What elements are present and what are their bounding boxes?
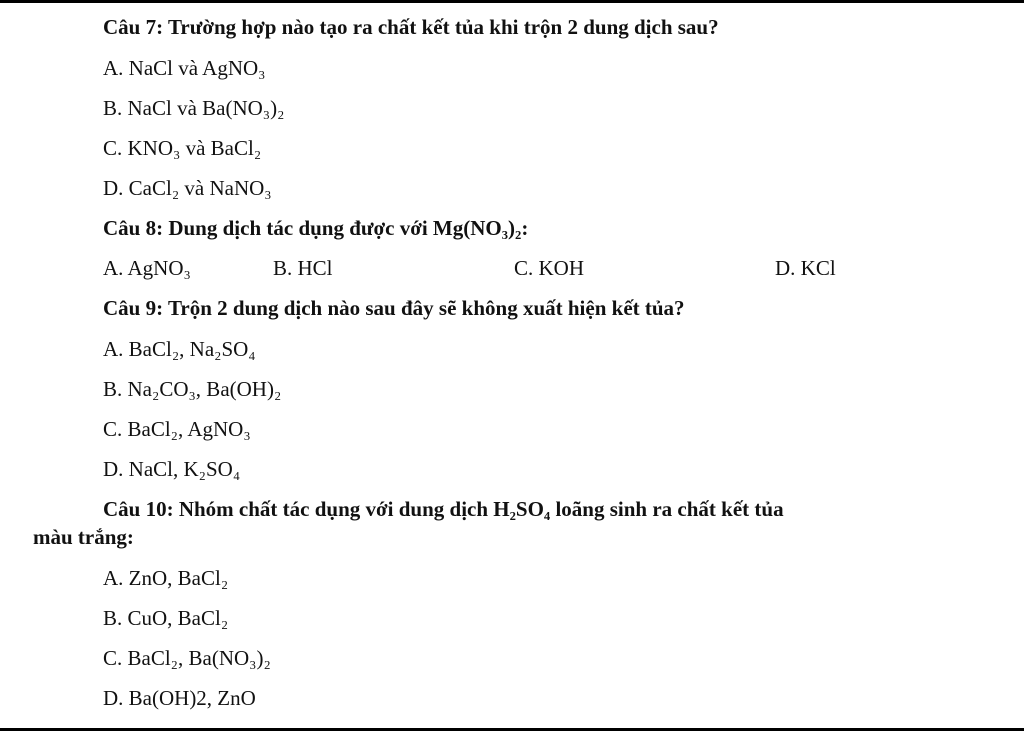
q9-option-b: B. Na₂CO₃, Ba(OH)₂	[103, 377, 282, 401]
q8-option-d: D. KCl	[775, 256, 836, 280]
q8-option-a: A. AgNO₃	[103, 256, 191, 280]
q9-option-a: A. BaCl₂, Na₂SO₄	[103, 337, 256, 361]
q9-option-c: C. BaCl₂, AgNO₃	[103, 417, 251, 441]
q7-option-a: A. NaCl và AgNO₃	[103, 56, 266, 80]
question-8-title: Câu 8: Dung dịch tác dụng được với Mg(NO₃)₂:	[103, 216, 529, 240]
q10-option-a: A. ZnO, BaCl₂	[103, 566, 229, 590]
q7-option-d: D. CaCl₂ và NaNO₃	[103, 176, 272, 200]
top-border	[0, 0, 1024, 3]
question-9-title: Câu 9: Trộn 2 dung dịch nào sau đây sẽ không xuất hiện kết tủa?	[103, 296, 685, 320]
q8-options-row	[0, 255, 1024, 281]
question-7-title: Câu 7: Trường hợp nào tạo ra chất kết tủa khi trộn 2 dung dịch sau?	[103, 15, 719, 39]
q9-option-d: D. NaCl, K₂SO₄	[103, 457, 241, 481]
q7-option-b: B. NaCl và Ba(NO₃)₂	[103, 96, 285, 120]
q10-option-b: B. CuO, BaCl₂	[103, 606, 229, 630]
q10-option-c: C. BaCl₂, Ba(NO₃)₂	[103, 646, 271, 670]
q8-option-b: B. HCl	[273, 256, 333, 280]
q8-option-c: C. KOH	[514, 256, 585, 280]
question-10-title: Câu 10: Nhóm chất tác dụng với dung dịch H₂SO₄ loãng sinh ra chất kết tủa	[103, 497, 784, 521]
q7-option-c: C. KNO₃ và BaCl₂	[103, 136, 262, 160]
q10-option-d: D. Ba(OH)2, ZnO	[103, 686, 256, 710]
question-10-title-cont: màu trắng:	[33, 525, 134, 549]
